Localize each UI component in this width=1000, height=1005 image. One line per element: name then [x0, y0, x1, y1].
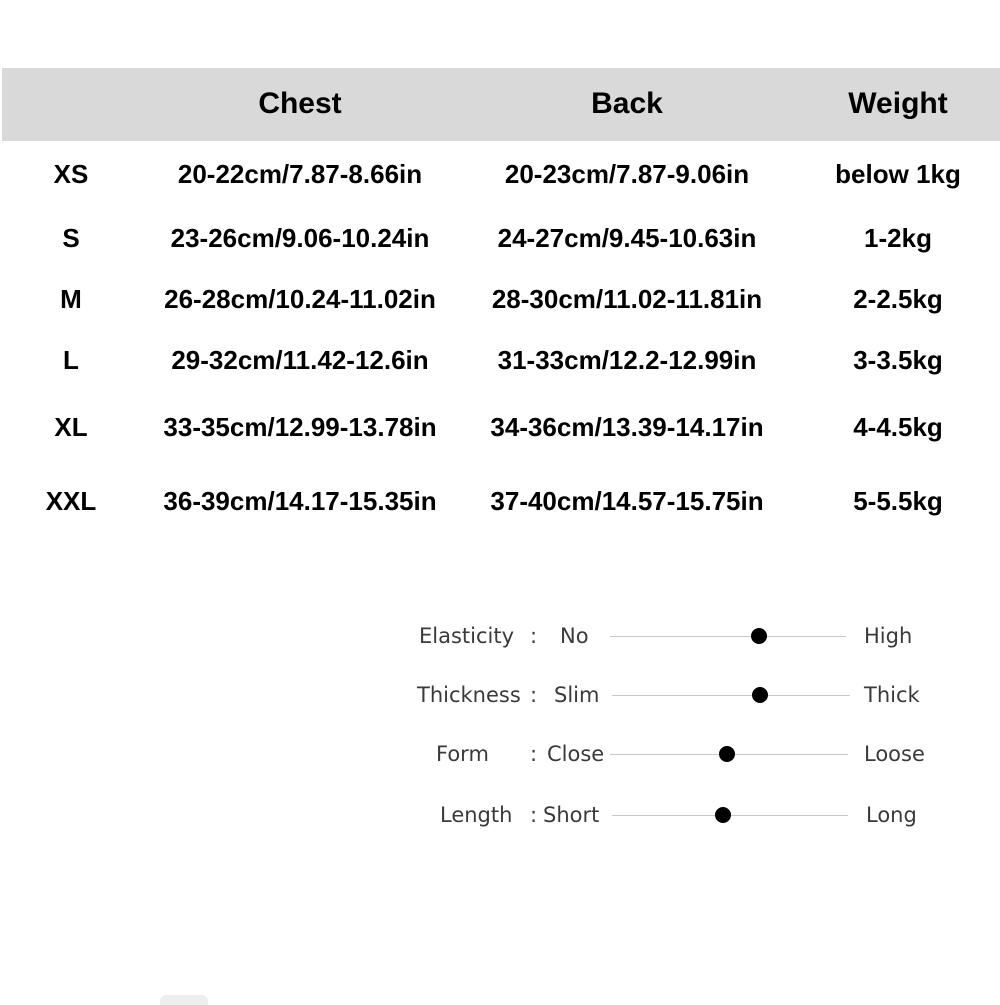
- attribute-separator: :: [530, 742, 538, 766]
- scale-low-label: No: [560, 624, 589, 648]
- size-cell: L: [63, 345, 79, 375]
- scale-marker: [752, 687, 768, 703]
- attribute-row-length: [0, 795, 1000, 835]
- scale-low-label: Short: [543, 803, 600, 827]
- size-cell: XXL: [45, 486, 97, 516]
- weight-cell: 5-5.5kg: [853, 486, 943, 516]
- scale-high-label: Loose: [864, 742, 925, 766]
- back-cell: 37-40cm/14.57-15.75in: [490, 486, 764, 516]
- chest-cell: 26-28cm/10.24-11.02in: [164, 284, 436, 314]
- scale-high-label: Thick: [864, 683, 920, 707]
- back-cell: 34-36cm/13.39-14.17in: [490, 412, 764, 442]
- attribute-label: Thickness: [417, 683, 521, 707]
- header-chest: Chest: [258, 87, 342, 120]
- attribute-label: Form: [436, 742, 489, 766]
- header-weight: Weight: [848, 87, 948, 120]
- scale-track: [612, 695, 850, 696]
- corner-decoration: [160, 995, 208, 1005]
- weight-cell: below 1kg: [835, 159, 961, 189]
- size-cell: M: [60, 284, 82, 314]
- size-cell: XS: [53, 159, 89, 189]
- scale-high-label: Long: [866, 803, 917, 827]
- scale-marker: [751, 628, 767, 644]
- size-cell: S: [62, 223, 80, 253]
- scale-low-label: Slim: [554, 683, 600, 707]
- attribute-separator: :: [530, 803, 538, 827]
- chest-cell: 29-32cm/11.42-12.6in: [171, 345, 429, 375]
- back-cell: 20-23cm/7.87-9.06in: [504, 159, 750, 189]
- chest-cell: 36-39cm/14.17-15.35in: [163, 486, 437, 516]
- attribute-row-form: [0, 734, 1000, 774]
- weight-cell: 4-4.5kg: [853, 412, 943, 442]
- attribute-separator: :: [530, 683, 538, 707]
- attribute-label: Length: [440, 803, 513, 827]
- scale-high-label: High: [864, 624, 913, 648]
- scale-marker: [715, 807, 731, 823]
- scale-low-label: Close: [547, 742, 605, 766]
- attribute-row-thickness: [0, 675, 1000, 715]
- chest-cell: 33-35cm/12.99-13.78in: [163, 412, 437, 442]
- chest-cell: 23-26cm/9.06-10.24in: [170, 223, 430, 253]
- attribute-label: Elasticity: [419, 624, 515, 648]
- weight-cell: 2-2.5kg: [853, 284, 943, 314]
- scale-marker: [719, 746, 735, 762]
- weight-cell: 1-2kg: [864, 223, 932, 253]
- header-back: Back: [591, 87, 663, 120]
- scale-track: [610, 636, 846, 637]
- size-cell: XL: [54, 412, 88, 442]
- back-cell: 24-27cm/9.45-10.63in: [497, 223, 757, 253]
- attribute-row-elasticity: [0, 616, 1000, 656]
- back-cell: 28-30cm/11.02-11.81in: [491, 284, 763, 314]
- back-cell: 31-33cm/12.2-12.99in: [497, 345, 757, 375]
- chest-cell: 20-22cm/7.87-8.66in: [177, 159, 423, 189]
- attribute-separator: :: [530, 624, 538, 648]
- weight-cell: 3-3.5kg: [853, 345, 943, 375]
